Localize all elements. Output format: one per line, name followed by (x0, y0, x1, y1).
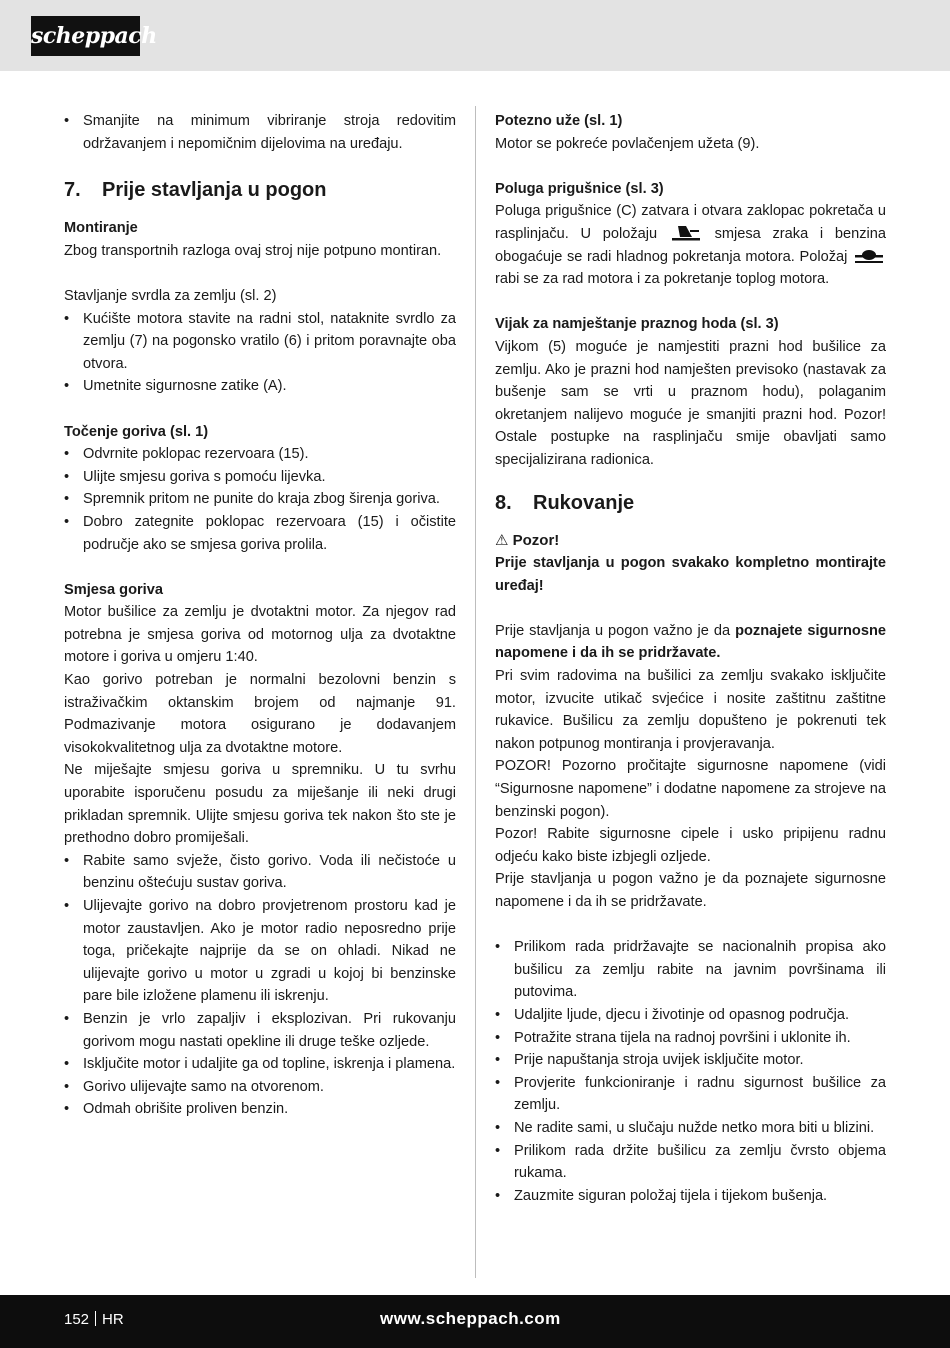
list-item: • Ne radite sami, u slučaju nužde netko mora biti u blizini. (495, 1117, 886, 1140)
list-item: • Odmah obrišite proliven benzin. (64, 1098, 456, 1121)
montiranje-title: Montiranje (64, 220, 138, 237)
list-item: • Umetnite sigurnosne zatike (A). (64, 375, 456, 398)
list-item: • Rabite samo svježe, čisto gorivo. Voda ili nečistoće u benzinu oštećuju sustav goriva. (64, 850, 456, 895)
smjesa-list (64, 850, 456, 1121)
poluga-text-a: Poluga prigušnice (C) zatvara i otvara zaklopac pokretača u rasplinjaču. U položaju (495, 203, 886, 242)
smjesa-paragraph: Kao gorivo potreban je normalni bezolovni benzin s istraživačkim oktanskim brojem od najmanje 91. Podmazivanje motora osigurano je dodavanjem visokokvalitetnog ulja za dvotaktne motore. (64, 672, 456, 756)
operation-paragraph: Pozor! Rabite sigurnosne cipele i usko pripijenu radnu odjeću kako biste izbjegli ozljede. (495, 826, 886, 865)
list-item: • Prilikom rada držite bušilicu za zemlju čvrsto objema rukama. (495, 1140, 886, 1185)
website-link[interactable]: www.scheppach.com (380, 1309, 561, 1328)
paragraph-emphasis: poznajete sigurnosne napomene i da ih se pridržavate. (495, 622, 886, 662)
smjesa-paragraph: Ne miješajte smjesu goriva u spremniku. U tu svrhu uporabite isporučenu posudu za miješanje ili neki drugi prikladan spremnik. Ulijte smjesu goriva tek nakon što ste je prethodno dobro promiješali. (64, 762, 456, 847)
operation-paragraph: Pri svim radovima na bušilici za zemlju svakako isključite motor, izvucite utikač svjećice i nosite zaštitnu zaštitne rukavice. Bušilicu za zemlju dopušteno je pokrenuti tek nakon potpunog montiranja i provjeravanja. (495, 668, 886, 752)
list-item: • Gorivo ulijevajte samo na otvorenom. (64, 1076, 456, 1099)
header-bar (0, 0, 950, 71)
left-column (64, 110, 456, 1121)
page-number (64, 1310, 124, 1330)
svrdlo-title: Stavljanje svrdla za zemlju (sl. 2) (64, 287, 277, 304)
section-number: 8. (495, 491, 512, 514)
list-item: • Potražite strana tijela na radnoj površini i uklonite ih. (495, 1027, 886, 1050)
list-item: • Isključite motor i udaljite ga od topline, iskrenja i plamena. (64, 1053, 456, 1076)
vijak-title: Vijak za namještanje praznog hoda (sl. 3) (495, 316, 779, 333)
footer-bar (0, 1295, 950, 1348)
scheppach-logo: scheppach (31, 16, 140, 56)
list-item: • Ulijte smjesu goriva s pomoću lijevka. (64, 466, 456, 489)
operation-paragraph: POZOR! Pozorno pročitajte sigurnosne napomene (vidi “Sigurnosne napomene” i dodatne napomene za strojeve na benzinski pogon). (495, 758, 886, 820)
list-item: • Ulijevajte gorivo na dobro provjetrenom prostoru kad je motor zaustavljen. Ako je motor radio neposredno prije toga, pričekajte najprije da se on ohladi. Nikad ne ulijevajte gorivo u motor u zgradi u kojoj bi benzinske pare bile izložene plamenu ili iskrenju. (64, 895, 456, 1008)
tocenje-list (64, 443, 456, 556)
list-item: • Udaljite ljude, djecu i životinje od opasnog područja. (495, 1004, 886, 1027)
list-item: • Odvrnite poklopac rezervoara (15). (64, 443, 456, 466)
smjesa-paragraph: Motor bušilice za zemlju je dvotaktni motor. Za njegov rad potrebna je smjesa goriva od motornog ulja za dvotaktne motore i goriva u omjeru 1:40. (64, 604, 456, 666)
poluga-text-b: smjesa zraka i benzina obogaćuje se radi hladnog pokretanja motora. (495, 225, 886, 265)
montiranje-text: Zbog transportnih razloga ovaj stroj nije potpuno montiran. (64, 242, 442, 259)
language-code: HR (102, 1311, 124, 1328)
smjesa-title: Smjesa goriva (64, 581, 163, 598)
operation-list (495, 936, 886, 1207)
section-title: Prije stavljanja u pogon (102, 179, 327, 202)
list-item: • Prilikom rada pridržavajte se nacionalnih propisa ako bušilicu za zemlju rabite na javnim površinama ili putovima. (495, 936, 886, 1004)
list-item: • Prije napuštanja stroja uvijek isključite motor. (495, 1049, 886, 1072)
list-item: • Provjerite funkcioniranje i radnu sigurnost bušilice za zemlju. (495, 1072, 886, 1117)
vijak-text: Vijkom (5) moguće je namjestiti prazni hod bušilice za zemlju. Ako je prazni hod namješten previsoko (nastavak za bušenje sam se vrti u praznom hodu), polaganim okretanjem nalijevo moguće je smanjiti prazni hod. Pozor! Ostale postupke na rasplinjaču smije obavljati samo specijalizirana radionica. (495, 338, 886, 468)
choke-closed-icon (671, 225, 701, 241)
section-8-heading (495, 488, 886, 518)
section-number: 7. (64, 179, 81, 202)
list-item: • Dobro zategnite poklopac rezervoara (15) i očistite područje ako se smjesa goriva prolila. (64, 511, 456, 556)
section-title: Rukovanje (533, 491, 635, 514)
page-number-value: 152 (64, 1311, 90, 1328)
poluga-text-d: rabi se za rad motora i za pokretanje toplog motora. (495, 271, 830, 288)
warning-title: ⚠ Pozor! (495, 531, 560, 549)
poluga-text-c: Položaj (799, 248, 848, 265)
right-column (495, 110, 886, 1207)
warning-text: Prije stavljanja u pogon svakako kompletno montirajte uređaj! (495, 555, 886, 594)
potezno-title: Potezno uže (sl. 1) (495, 113, 623, 129)
list-item: • Zauzmite siguran položaj tijela i tijekom bušenja. (495, 1185, 886, 1208)
section-7-heading (64, 175, 456, 205)
operation-paragraph (495, 620, 886, 665)
svrdlo-list (64, 308, 456, 398)
operation-paragraph: Prije stavljanja u pogon važno je da poznajete sigurnosne napomene i da ih se pridržavate. (495, 871, 886, 910)
column-divider (475, 106, 476, 1278)
tocenje-title: Točenje goriva (sl. 1) (64, 423, 209, 440)
intro-list (64, 110, 456, 155)
poluga-title: Poluga prigušnice (sl. 3) (495, 180, 664, 197)
choke-open-icon (854, 248, 884, 264)
paragraph-text: Prije stavljanja u pogon važno je da (495, 622, 731, 639)
list-item: • Kućište motora stavite na radni stol, nataknite svrdlo za zemlju (7) na pogonsko vratilo (6) i pritom poravnajte oba otvora. (64, 308, 456, 376)
potezno-text: Motor se pokreće povlačenjem užeta (9). (495, 135, 760, 152)
list-item: • Benzin je vrlo zapaljiv i eksplozivan. Pri rukovanju gorivom mogu nastati opekline ili druge teške ozljede. (64, 1008, 456, 1053)
list-item: • Spremnik pritom ne punite do kraja zbog širenja goriva. (64, 488, 456, 511)
list-item: • Smanjite na minimum vibriranje stroja redovitim održavanjem i nepomičnim dijelovima na uređaju. (64, 110, 456, 155)
poluga-text (495, 200, 886, 290)
